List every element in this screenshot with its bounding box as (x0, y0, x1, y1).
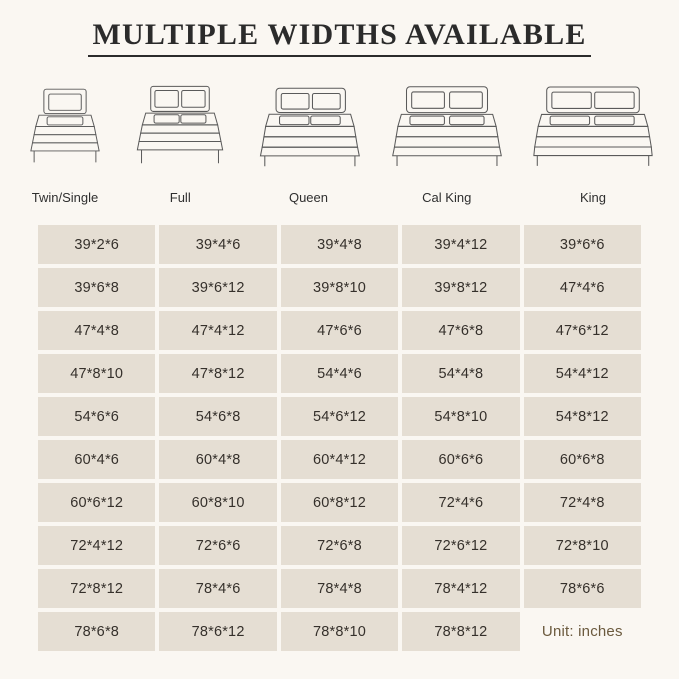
size-cell: 39*8*10 (281, 268, 398, 307)
size-cell: 39*4*6 (159, 225, 276, 264)
bed-illustrations-row (0, 57, 679, 205)
bed-queen-icon (257, 75, 361, 183)
bed-label-queen: Queen (288, 190, 329, 205)
size-cell: 54*8*12 (524, 397, 641, 436)
size-cell: 60*4*12 (281, 440, 398, 479)
size-cell: 78*4*12 (402, 569, 519, 608)
bed-option-king (533, 75, 653, 205)
size-cell: 60*8*10 (159, 483, 276, 522)
size-cell: 78*6*12 (159, 612, 276, 651)
size-cell: 54*8*10 (402, 397, 519, 436)
bed-king-icon (533, 75, 653, 183)
title-container (0, 0, 679, 57)
size-cell: 60*8*12 (281, 483, 398, 522)
bed-twin-icon (26, 75, 104, 183)
size-cell: 47*4*12 (159, 311, 276, 350)
size-cell: 47*4*6 (524, 268, 641, 307)
bed-label-twin: Twin/Single (31, 190, 99, 205)
size-cell: 78*8*12 (402, 612, 519, 651)
size-cell: 72*4*8 (524, 483, 641, 522)
bed-option-queen (257, 75, 361, 205)
size-cell: 78*6*8 (38, 612, 155, 651)
size-cell: 54*4*6 (281, 354, 398, 393)
size-cell: 39*6*12 (159, 268, 276, 307)
bed-option-full (134, 75, 226, 205)
size-cell: 47*6*6 (281, 311, 398, 350)
size-cell: 78*6*6 (524, 569, 641, 608)
size-cell: 47*8*10 (38, 354, 155, 393)
size-cell: 47*6*12 (524, 311, 641, 350)
unit-note: Unit: inches (524, 612, 641, 651)
size-cell: 72*8*10 (524, 526, 641, 565)
size-cell: 39*8*12 (402, 268, 519, 307)
size-cell: 54*4*12 (524, 354, 641, 393)
size-cell: 39*4*8 (281, 225, 398, 264)
size-cell: 39*2*6 (38, 225, 155, 264)
size-cell: 72*4*6 (402, 483, 519, 522)
page-title: MULTIPLE WIDTHS AVAILABLE (88, 18, 590, 57)
size-cell: 39*6*6 (524, 225, 641, 264)
size-cell: 39*6*8 (38, 268, 155, 307)
size-cell: 78*8*10 (281, 612, 398, 651)
bed-option-twin (26, 75, 104, 205)
bed-label-cal-king: Cal King (422, 190, 472, 205)
size-cell: 78*4*8 (281, 569, 398, 608)
size-cell: 54*6*12 (281, 397, 398, 436)
size-cell: 60*6*8 (524, 440, 641, 479)
bed-full-icon (134, 75, 226, 183)
size-cell: 78*4*6 (159, 569, 276, 608)
bed-label-king: King (579, 190, 607, 205)
size-cell: 54*6*6 (38, 397, 155, 436)
bed-label-full: Full (169, 190, 191, 205)
size-cell: 47*6*8 (402, 311, 519, 350)
size-cell: 60*4*6 (38, 440, 155, 479)
size-cell: 47*4*8 (38, 311, 155, 350)
size-cell: 60*6*6 (402, 440, 519, 479)
size-cell: 72*6*8 (281, 526, 398, 565)
size-cell: 54*6*8 (159, 397, 276, 436)
size-cell: 60*4*8 (159, 440, 276, 479)
bed-cal-king-icon (391, 75, 503, 183)
size-cell: 72*6*12 (402, 526, 519, 565)
bed-option-cal-king (391, 75, 503, 205)
size-cell: 54*4*8 (402, 354, 519, 393)
size-cell: 47*8*12 (159, 354, 276, 393)
size-cell: 39*4*12 (402, 225, 519, 264)
size-cell: 72*6*6 (159, 526, 276, 565)
size-cell: 72*4*12 (38, 526, 155, 565)
size-cell: 60*6*12 (38, 483, 155, 522)
size-table (38, 225, 641, 651)
size-cell: 72*8*12 (38, 569, 155, 608)
